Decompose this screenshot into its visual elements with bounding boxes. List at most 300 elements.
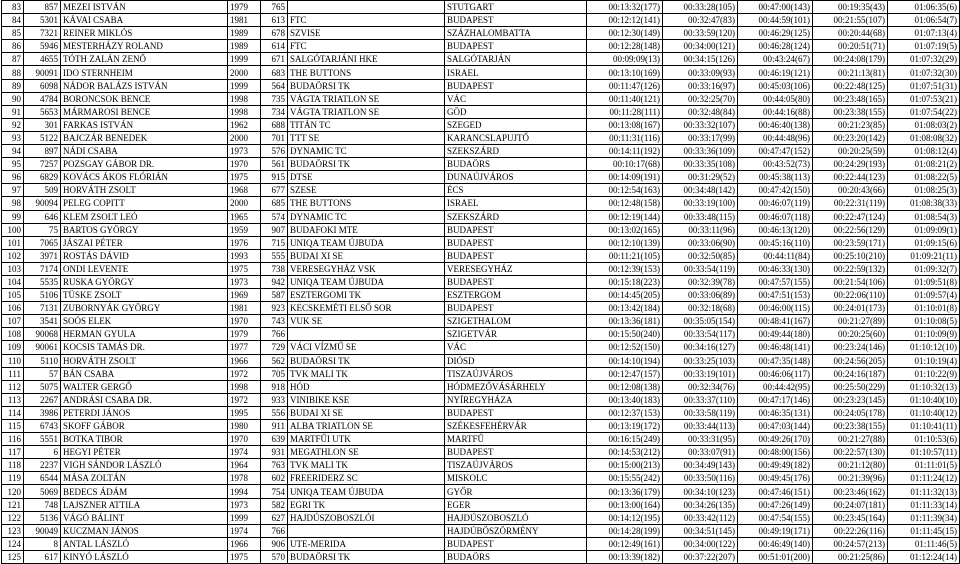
birth-year-cell: 1976 [228,236,261,249]
birth-year-cell: 1995 [228,406,261,419]
city-cell: VÁC [445,341,587,354]
city-cell: BUDAPEST [445,406,587,419]
table-row [2,459,960,472]
split4-cell: 00:22:06(110) [813,289,888,302]
split2-cell: 00:33:54(117) [663,328,738,341]
bib-cell: 3541 [24,315,61,328]
reg-no-cell: 555 [261,249,288,262]
bib-cell: 5110 [24,354,61,367]
city-cell: ÉCS [445,184,587,197]
club-cell: BUDAI XI SE [288,249,445,262]
club-cell: TVK MALI TK [288,367,445,380]
split4-cell: 00:23:24(146) [813,341,888,354]
reg-no-cell: 587 [261,289,288,302]
place-cell: 102 [2,249,24,262]
bib-cell: 75 [24,223,61,236]
club-cell: TITÁN TC [288,118,445,131]
split3-cell: 00:48:41(167) [738,315,813,328]
birth-year-cell: 1965 [228,210,261,223]
city-cell: HAJDÚSZOBOSZLÓ [445,511,587,524]
split1-cell: 00:11:47(126) [587,79,663,92]
reg-no-cell: 574 [261,210,288,223]
total-time-cell: 01:10:08(5) [888,315,960,328]
split2-cell: 00:33:44(113) [663,420,738,433]
club-cell: UNIQA TEAM ÚJBUDA [288,485,445,498]
split3-cell: 00:46:35(131) [738,406,813,419]
split4-cell: 00:21:12(80) [813,459,888,472]
table-row [2,158,960,171]
club-cell: BUDAÖRSI TK [288,550,445,563]
table-row [2,92,960,105]
split1-cell: 00:13:36(179) [587,485,663,498]
birth-year-cell: 1974 [228,446,261,459]
bib-cell: 5301 [24,14,61,27]
reg-no-cell: 701 [261,131,288,144]
reg-no-cell: 688 [261,118,288,131]
split4-cell: 00:22:48(125) [813,79,888,92]
city-cell: BUDAPEST [445,14,587,27]
split1-cell: 00:12:49(161) [587,537,663,550]
split4-cell: 00:20:25(60) [813,328,888,341]
bib-cell: 90068 [24,328,61,341]
total-time-cell: 01:08:21(2) [888,158,960,171]
total-time-cell: 01:11:32(13) [888,485,960,498]
bib-cell: 3971 [24,249,61,262]
split2-cell: 00:33:50(116) [663,472,738,485]
name-cell: ZUBORNYÁK GYÖRGY [61,302,228,315]
city-cell: HÓDMEZŐVÁSÁRHELY [445,380,587,393]
club-cell: SZVISE [288,27,445,40]
bib-cell: 5069 [24,485,61,498]
split1-cell: 00:12:47(157) [587,367,663,380]
city-cell: KARANCSLAPUJTŐ [445,131,587,144]
table-row [2,328,960,341]
total-time-cell: 01:10:32(13) [888,380,960,393]
total-time-cell: 01:08:22(5) [888,171,960,184]
place-cell: 98 [2,197,24,210]
city-cell: VÁC [445,92,587,105]
split3-cell: 00:45:16(110) [738,236,813,249]
bib-cell: 2267 [24,393,61,406]
club-cell: BUDAÖRSI TK [288,158,445,171]
place-cell: 114 [2,406,24,419]
birth-year-cell: 1999 [228,79,261,92]
club-cell: VUK SE [288,315,445,328]
split2-cell: 00:34:51(145) [663,524,738,537]
split4-cell: 00:20:51(71) [813,40,888,53]
split4-cell: 00:21:39(96) [813,472,888,485]
club-cell: VÁGTA TRIATLON SE [288,92,445,105]
reg-no-cell: 614 [261,40,288,53]
split2-cell: 00:32:25(70) [663,92,738,105]
table-row [2,341,960,354]
split2-cell: 00:33:35(108) [663,158,738,171]
total-time-cell: 01:10:19(4) [888,354,960,367]
bib-cell: 5106 [24,289,61,302]
split1-cell: 00:13:08(167) [587,118,663,131]
split3-cell: 00:46:49(140) [738,537,813,550]
place-cell: 91 [2,105,24,118]
name-cell: VÁGÓ BÁLINT [61,511,228,524]
name-cell: REINER MIKLÓS [61,27,228,40]
total-time-cell: 01:12:24(14) [888,550,960,563]
split4-cell: 00:24:07(181) [813,498,888,511]
split3-cell: 00:46:06(117) [738,367,813,380]
split4-cell: 00:23:38(155) [813,420,888,433]
table-row [2,289,960,302]
split4-cell: 00:20:44(68) [813,27,888,40]
reg-no-cell: 918 [261,380,288,393]
birth-year-cell: 1964 [228,459,261,472]
city-cell: BUDAPEST [445,223,587,236]
bib-cell: 90091 [24,66,61,79]
name-cell: KUCZMAN JÁNOS [61,524,228,537]
club-cell: VÁGTA TRIATLON SE [288,105,445,118]
club-cell: EGRI TK [288,498,445,511]
table-row [2,302,960,315]
total-time-cell: 01:07:13(4) [888,27,960,40]
split1-cell: 00:14:09(191) [587,171,663,184]
city-cell: VERESEGYHÁZ [445,262,587,275]
city-cell: BUDAPEST [445,446,587,459]
split3-cell: 00:49:49(182) [738,459,813,472]
city-cell: MISKOLC [445,472,587,485]
total-time-cell: 01:08:38(33) [888,197,960,210]
split1-cell: 00:12:10(139) [587,236,663,249]
birth-year-cell: 1993 [228,249,261,262]
club-cell: UTE-MERIDA [288,537,445,550]
city-cell: SZIGETHALOM [445,315,587,328]
reg-no-cell: 564 [261,79,288,92]
table-row [2,315,960,328]
bib-cell: 6098 [24,79,61,92]
name-cell: KÁVAI CSABA [61,14,228,27]
place-cell: 104 [2,275,24,288]
split3-cell: 00:43:52(73) [738,158,813,171]
split1-cell: 00:12:39(153) [587,262,663,275]
bib-cell: 5136 [24,511,61,524]
split4-cell: 00:22:47(124) [813,210,888,223]
reg-no-cell: 678 [261,27,288,40]
name-cell: TÓTH ZALÁN ZENŐ [61,53,228,66]
name-cell: ANTAL LÁSZLÓ [61,537,228,550]
city-cell: HAJDÚBÖSZÖRMÉNY [445,524,587,537]
split2-cell: 00:32:34(76) [663,380,738,393]
split2-cell: 00:33:59(120) [663,27,738,40]
split2-cell: 00:33:09(93) [663,66,738,79]
city-cell: ESZTERGOM [445,289,587,302]
place-cell: 120 [2,485,24,498]
split2-cell: 00:33:16(97) [663,79,738,92]
bib-cell: 7321 [24,27,61,40]
split2-cell: 00:33:07(91) [663,446,738,459]
table-row [2,262,960,275]
club-cell: DTSE [288,171,445,184]
total-time-cell: 01:10:53(6) [888,433,960,446]
name-cell: BOTKA TIBOR [61,433,228,446]
bib-cell: 6829 [24,171,61,184]
split3-cell: 00:46:48(141) [738,341,813,354]
birth-year-cell: 1973 [228,275,261,288]
split4-cell: 00:23:48(165) [813,92,888,105]
club-cell [288,328,445,341]
place-cell: 107 [2,315,24,328]
total-time-cell: 01:11:45(15) [888,524,960,537]
split4-cell: 00:22:57(130) [813,446,888,459]
name-cell: MÁRMAROSI BENCE [61,105,228,118]
split2-cell: 00:33:19(100) [663,197,738,210]
split2-cell: 00:32:50(85) [663,249,738,262]
table-row [2,275,960,288]
split3-cell: 00:47:00(143) [738,1,813,14]
birth-year-cell: 2000 [228,66,261,79]
split3-cell: 00:46:40(138) [738,118,813,131]
place-cell: 112 [2,380,24,393]
bib-cell: 6743 [24,420,61,433]
reg-no-cell: 671 [261,53,288,66]
club-cell: VÁCI VÍZMŰ SE [288,341,445,354]
table-row [2,406,960,419]
bib-cell: 6 [24,446,61,459]
split4-cell: 00:23:23(145) [813,393,888,406]
birth-year-cell: 1968 [228,184,261,197]
split1-cell: 00:09:09(13) [587,53,663,66]
reg-no-cell: 683 [261,66,288,79]
place-cell: 94 [2,145,24,158]
table-row [2,393,960,406]
table-row [2,249,960,262]
club-cell: SALGÓTARJÁNI HKE [288,53,445,66]
club-cell: TTT SE [288,131,445,144]
split3-cell: 00:49:19(171) [738,524,813,537]
total-time-cell: 01:07:32(29) [888,53,960,66]
split2-cell: 00:32:39(78) [663,275,738,288]
place-cell: 111 [2,367,24,380]
split3-cell: 00:46:19(121) [738,66,813,79]
split4-cell: 00:24:57(213) [813,537,888,550]
total-time-cell: 01:10:09(9) [888,328,960,341]
split1-cell: 00:11:40(121) [587,92,663,105]
table-row [2,433,960,446]
birth-year-cell: 1966 [228,354,261,367]
total-time-cell: 01:07:51(31) [888,79,960,92]
bib-cell: 57 [24,367,61,380]
split2-cell: 00:37:22(207) [663,550,738,563]
split1-cell: 00:14:53(212) [587,446,663,459]
split2-cell: 00:33:42(112) [663,511,738,524]
reg-no-cell: 933 [261,393,288,406]
split3-cell: 00:47:03(144) [738,420,813,433]
total-time-cell: 01:10:01(8) [888,302,960,315]
city-cell: SZEKSZÁRD [445,210,587,223]
total-time-cell: 01:11:01(5) [888,459,960,472]
reg-no-cell: 729 [261,341,288,354]
split3-cell: 00:47:46(151) [738,485,813,498]
reg-no-cell: 639 [261,433,288,446]
city-cell: DUNAÚJVÁROS [445,171,587,184]
city-cell: BUDAPEST [445,236,587,249]
split3-cell: 00:47:47(152) [738,145,813,158]
club-cell: THE BUTTONS [288,66,445,79]
bib-cell: 90094 [24,197,61,210]
split3-cell: 00:46:00(115) [738,302,813,315]
split1-cell: 00:15:50(240) [587,328,663,341]
place-cell: 118 [2,459,24,472]
split1-cell: 00:14:10(194) [587,354,663,367]
split1-cell: 00:12:54(163) [587,184,663,197]
club-cell: DYNAMIC TC [288,145,445,158]
split2-cell: 00:34:00(122) [663,537,738,550]
reg-no-cell: 907 [261,223,288,236]
name-cell: MEZEI ISTVÁN [61,1,228,14]
total-time-cell: 01:10:57(11) [888,446,960,459]
name-cell: PELEG COPITT [61,197,228,210]
reg-no-cell: 570 [261,550,288,563]
total-time-cell: 01:07:19(5) [888,40,960,53]
table-row [2,14,960,27]
club-cell: MEGATHLON SE [288,446,445,459]
reg-no-cell: 738 [261,262,288,275]
split4-cell: 00:24:56(205) [813,354,888,367]
table-row [2,380,960,393]
city-cell: BUDAÖRS [445,158,587,171]
place-cell: 110 [2,354,24,367]
split1-cell: 00:12:12(141) [587,14,663,27]
name-cell: NÁDI CSABA [61,145,228,158]
name-cell: MESTERHÁZY ROLAND [61,40,228,53]
split1-cell: 00:13:10(169) [587,66,663,79]
city-cell: EGER [445,498,587,511]
split1-cell: 00:15:18(223) [587,275,663,288]
club-cell [288,524,445,537]
reg-no-cell: 735 [261,92,288,105]
split1-cell: 00:12:28(148) [587,40,663,53]
split2-cell: 00:33:25(103) [663,354,738,367]
total-time-cell: 01:07:54(22) [888,105,960,118]
reg-no-cell: 743 [261,315,288,328]
split2-cell: 00:33:58(119) [663,406,738,419]
name-cell: SKOFF GÁBOR [61,420,228,433]
split1-cell: 00:14:12(195) [587,511,663,524]
club-cell: FTC [288,14,445,27]
table-row [2,171,960,184]
name-cell: HEGYI PÉTER [61,446,228,459]
bib-cell: 6544 [24,472,61,485]
total-time-cell: 01:11:33(14) [888,498,960,511]
split4-cell: 00:23:46(162) [813,485,888,498]
place-cell: 115 [2,420,24,433]
table-row [2,485,960,498]
city-cell: ISRAEL [445,197,587,210]
split2-cell: 00:33:06(89) [663,289,738,302]
birth-year-cell: 1980 [228,420,261,433]
table-row [2,40,960,53]
name-cell: IDO STERNHEIM [61,66,228,79]
split1-cell: 00:15:00(213) [587,459,663,472]
table-row [2,223,960,236]
total-time-cell: 01:08:54(3) [888,210,960,223]
place-cell: 103 [2,262,24,275]
name-cell: MÁSA ZOLTÁN [61,472,228,485]
place-cell: 124 [2,537,24,550]
bib-cell: 4784 [24,92,61,105]
split1-cell: 00:16:15(249) [587,433,663,446]
reg-no-cell: 576 [261,145,288,158]
name-cell: TÜSKE ZSOLT [61,289,228,302]
place-cell: 105 [2,289,24,302]
split4-cell: 00:21:13(81) [813,66,888,79]
club-cell: THE BUTTONS [288,197,445,210]
bib-cell: 5075 [24,380,61,393]
club-cell: MARTFŰI UTK [288,433,445,446]
reg-no-cell: 556 [261,406,288,419]
club-cell: BUDAI XI SE [288,406,445,419]
split3-cell: 00:48:00(156) [738,446,813,459]
place-cell: 101 [2,236,24,249]
total-time-cell: 01:06:54(7) [888,14,960,27]
name-cell: ONDI LEVENTE [61,262,228,275]
results-table [1,0,960,564]
split4-cell: 00:25:10(210) [813,249,888,262]
name-cell: KINYÓ LÁSZLÓ [61,550,228,563]
birth-year-cell: 1969 [228,289,261,302]
bib-cell: 5122 [24,131,61,144]
split2-cell: 00:33:48(115) [663,210,738,223]
split2-cell: 00:33:31(95) [663,433,738,446]
place-cell: 93 [2,131,24,144]
split1-cell: 00:14:11(192) [587,145,663,158]
city-cell: SALGÓTARJÁN [445,53,587,66]
split1-cell: 00:13:19(172) [587,420,663,433]
club-cell [288,1,445,14]
split3-cell: 00:47:35(148) [738,354,813,367]
table-row [2,131,960,144]
table-row [2,79,960,92]
split3-cell: 00:45:38(113) [738,171,813,184]
birth-year-cell: 1981 [228,302,261,315]
reg-no-cell: 911 [261,420,288,433]
split2-cell: 00:31:29(52) [663,171,738,184]
club-cell: VERESEGYHÁZ VSK [288,262,445,275]
table-row [2,66,960,79]
bib-cell: 3986 [24,406,61,419]
table-row [2,236,960,249]
birth-year-cell: 1989 [228,27,261,40]
total-time-cell: 01:10:12(10) [888,341,960,354]
city-cell: BUDAPEST [445,249,587,262]
name-cell: POZSGAY GÁBOR DR. [61,158,228,171]
split4-cell: 00:22:31(119) [813,197,888,210]
reg-no-cell: 931 [261,446,288,459]
split1-cell: 00:12:37(153) [587,406,663,419]
total-time-cell: 01:08:25(3) [888,184,960,197]
name-cell: VIGH SÁNDOR LÁSZLÓ [61,459,228,472]
split3-cell: 00:46:29(125) [738,27,813,40]
name-cell: ROSTÁS DÁVID [61,249,228,262]
birth-year-cell: 2000 [228,131,261,144]
place-cell: 108 [2,328,24,341]
place-cell: 87 [2,53,24,66]
split4-cell: 00:24:29(193) [813,158,888,171]
split2-cell: 00:33:19(101) [663,367,738,380]
bib-cell: 7131 [24,302,61,315]
split4-cell: 00:21:23(85) [813,118,888,131]
birth-year-cell: 1999 [228,53,261,66]
reg-no-cell: 942 [261,275,288,288]
split3-cell: 00:49:45(176) [738,472,813,485]
birth-year-cell: 1975 [228,262,261,275]
split2-cell: 00:33:17(99) [663,131,738,144]
